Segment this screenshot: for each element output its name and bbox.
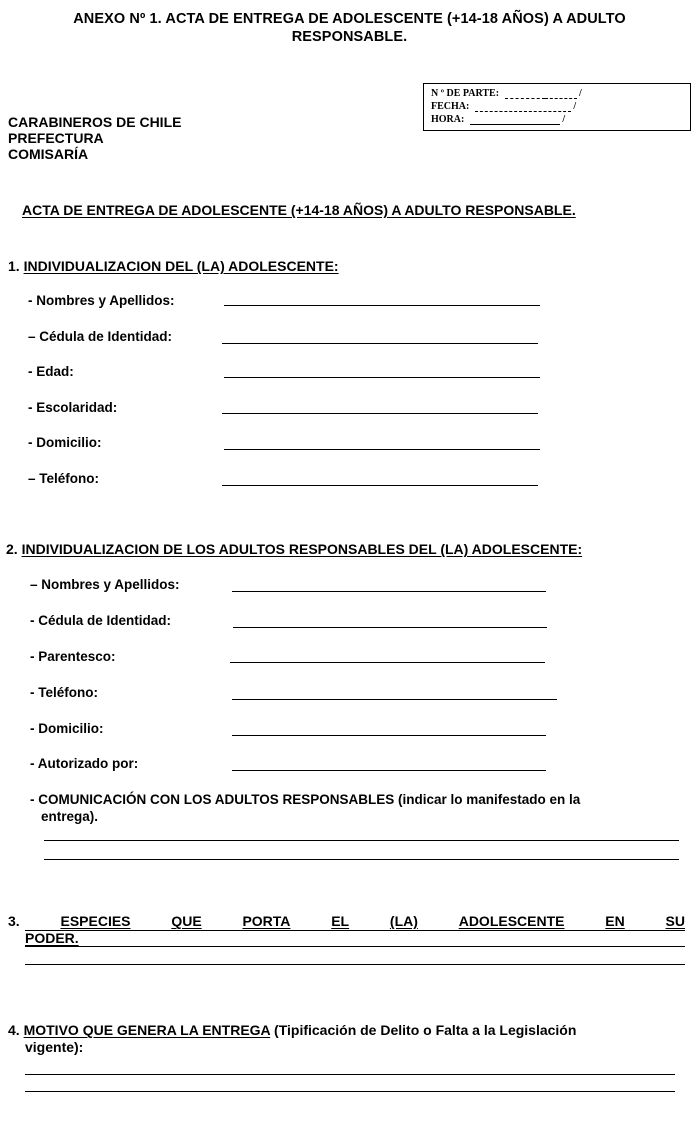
field-label-cedula: – Cédula de Identidad:: [28, 329, 173, 344]
field-label-nombres: - Nombres y Apellidos:: [28, 293, 175, 308]
field-line-adult-nombres[interactable]: [232, 591, 546, 592]
heading-word: EL: [331, 913, 350, 929]
hora-label: HORA:: [431, 114, 465, 125]
heading-word: SU: [665, 913, 685, 929]
field-line-edad[interactable]: [224, 377, 540, 378]
parte-slash: /: [579, 88, 582, 99]
institution-line: COMISARÍA: [8, 146, 89, 162]
communication-field-label: [30, 791, 686, 825]
communication-label: - COMUNICACIÓN CON LOS ADULTOS RESPONSABLES: [30, 792, 395, 807]
field-label-domicilio: - Domicilio:: [28, 435, 102, 450]
communication-line-2[interactable]: [44, 859, 679, 860]
institution-line: PREFECTURA: [8, 130, 104, 146]
communication-line-1[interactable]: [44, 840, 679, 841]
fecha-label: FECHA:: [431, 101, 470, 112]
parte-box: [423, 83, 691, 131]
parte-number-label: N º DE PARTE:: [431, 88, 500, 99]
motivo-line-1[interactable]: [25, 1074, 675, 1075]
field-label-adult-nombres: – Nombres y Apellidos:: [30, 577, 180, 592]
hora-row[interactable]: [431, 114, 565, 125]
section-title: INDIVIDUALIZACION DE LOS ADULTOS RESPONSABLES DEL (LA) ADOLESCENTE:: [21, 541, 583, 557]
fecha-slash: /: [573, 101, 577, 112]
field-line-nombres[interactable]: [224, 305, 540, 306]
communication-note-line2: entrega).: [41, 809, 99, 824]
title-line-1: ANEXO Nº 1. ACTA DE ENTREGA DE ADOLESCENTE (+14-18 AÑOS) A ADULTO: [73, 11, 626, 27]
heading-word: PORTA: [242, 913, 291, 929]
field-line-telefono[interactable]: [222, 485, 538, 486]
field-label-escolaridad: - Escolaridad:: [28, 400, 118, 415]
communication-note: (indicar lo manifestado en la: [394, 792, 581, 807]
hora-slash: /: [562, 114, 566, 125]
heading-word: (LA): [389, 913, 418, 929]
field-label-adult-cedula: - Cédula de Identidad:: [30, 613, 172, 628]
section-4-heading: [8, 1022, 686, 1056]
field-label-autorizado: - Autorizado por:: [30, 756, 139, 771]
field-line-cedula[interactable]: [222, 343, 538, 344]
field-line-domicilio[interactable]: [224, 449, 540, 450]
field-label-adult-telefono: - Teléfono:: [30, 685, 98, 700]
section-3-heading-line1: [8, 913, 685, 930]
heading-word: ADOLESCENTE: [458, 913, 565, 929]
document-title: [20, 10, 679, 46]
heading-word: EN: [605, 913, 625, 929]
field-label-parentesco: - Parentesco:: [30, 649, 116, 664]
hora-blank[interactable]: [470, 116, 560, 125]
section-3-heading-line2: PODER.: [25, 930, 79, 946]
form-subtitle: ACTA DE ENTREGA DE ADOLESCENTE (+14-18 AÑOS) A ADULTO RESPONSABLE.: [22, 202, 576, 218]
field-label-edad: - Edad:: [28, 364, 74, 379]
fecha-row[interactable]: [431, 101, 576, 112]
field-label-adult-domicilio: - Domicilio:: [30, 721, 104, 736]
section-2-heading: [6, 541, 582, 558]
species-line-2[interactable]: [25, 964, 685, 965]
section-4-note-line2: vigente):: [25, 1039, 84, 1055]
species-line-1[interactable]: [25, 946, 685, 947]
section-title: MOTIVO QUE GENERA LA ENTREGA: [23, 1022, 271, 1038]
species-underline: [25, 930, 685, 931]
heading-word: ESPECIES: [60, 913, 131, 929]
section-4-note: (Tipificación de Delito o Falta a la Legislación: [270, 1022, 577, 1038]
fecha-blank[interactable]: [475, 103, 571, 112]
section-title: INDIVIDUALIZACION DEL (LA) ADOLESCENTE:: [23, 258, 339, 274]
title-line-2: RESPONSABLE.: [291, 29, 408, 45]
section-number: 2.: [6, 541, 18, 557]
section-number: 1.: [8, 258, 20, 274]
parte-number-blank-2: [545, 90, 577, 99]
field-label-telefono: – Teléfono:: [28, 471, 100, 486]
section-number: 3.: [8, 913, 20, 929]
section-1-heading: [8, 258, 339, 275]
motivo-line-2[interactable]: [25, 1091, 675, 1092]
heading-word: QUE: [171, 913, 202, 929]
institution-line: CARABINEROS DE CHILE: [8, 114, 182, 130]
field-line-parentesco[interactable]: [230, 662, 545, 663]
field-line-adult-domicilio[interactable]: [232, 735, 546, 736]
parte-number-blank[interactable]: [505, 90, 545, 99]
parte-number-row[interactable]: [431, 88, 582, 99]
field-line-adult-cedula[interactable]: [233, 627, 547, 628]
field-line-escolaridad[interactable]: [222, 413, 538, 414]
section-number: 4.: [8, 1022, 20, 1038]
field-line-autorizado[interactable]: [232, 770, 546, 771]
institution-block: [8, 114, 181, 162]
field-line-adult-telefono[interactable]: [232, 699, 557, 700]
